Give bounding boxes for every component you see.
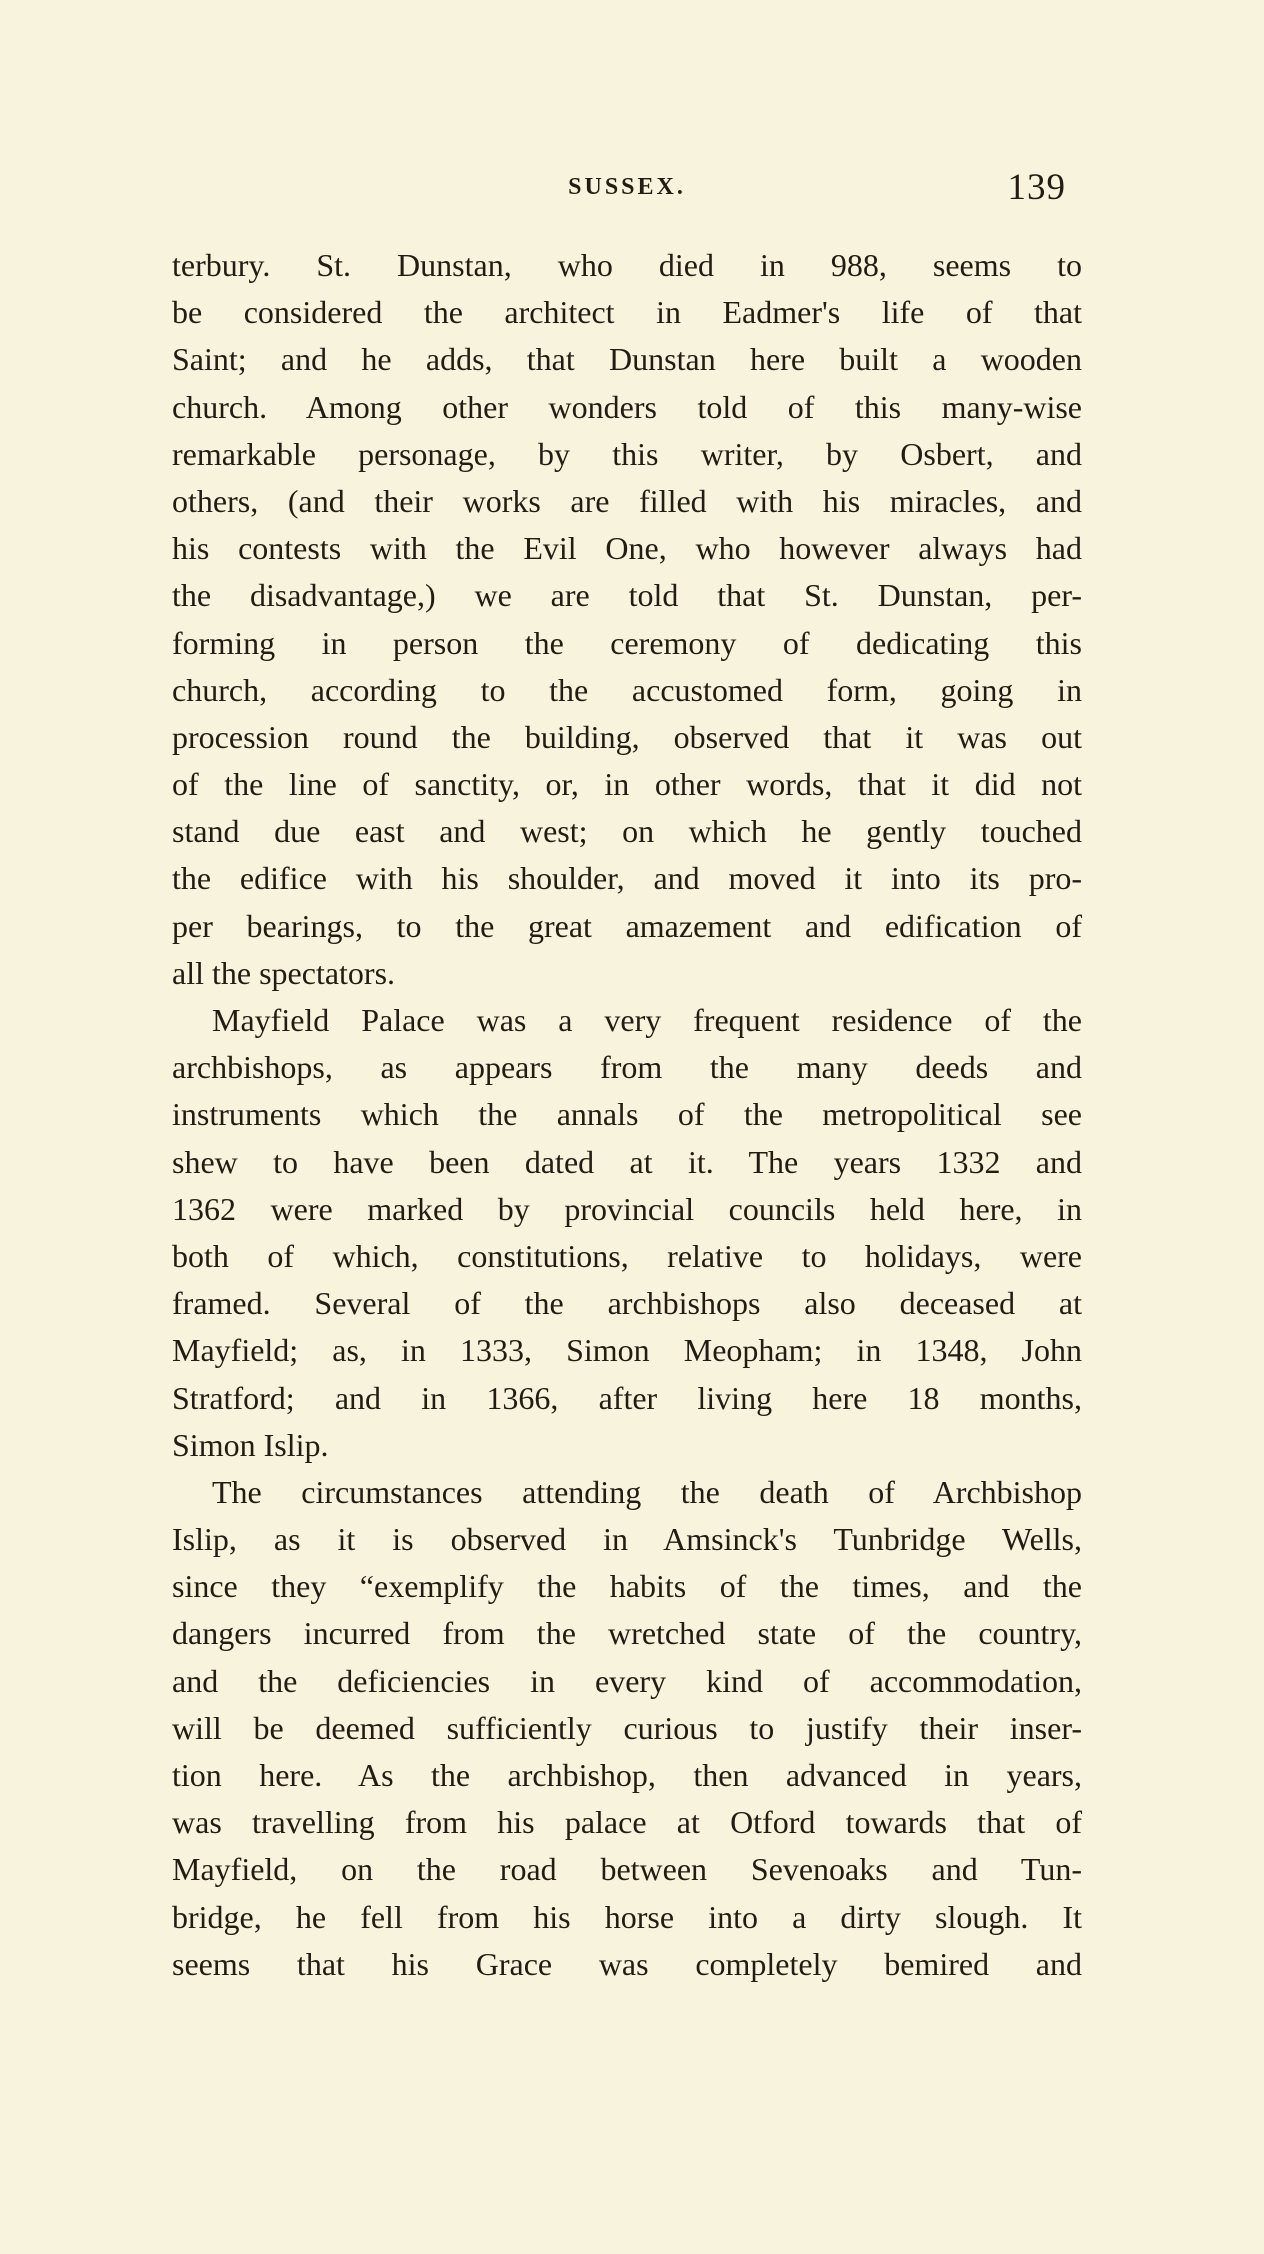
text-line: and the deficiencies in every kind of accommodation, [172,1662,1082,1699]
text-line: was travelling from his palace at Otford towards that of [172,1804,1082,1841]
text-line: others, (and their works are filled with his miracles, and [172,482,1082,519]
text-line: be considered the architect in Eadmer's life of that [172,294,1082,331]
running-title: SUSSEX. [568,174,686,200]
paragraph [172,997,1082,1469]
text-line: procession round the building, observed that it was out [172,718,1082,755]
text-line: archbishops, as appears from the many deeds and [172,1049,1082,1086]
text-line: stand due east and west; on which he gently touched [172,813,1082,850]
text-line: the edifice with his shoulder, and moved it into its pro- [172,860,1082,897]
text-line: remarkable personage, by this writer, by Osbert, and [172,435,1082,472]
text-line: shew to have been dated at it. The years 1332 and [172,1143,1082,1180]
text-line: bridge, he fell from his horse into a dirty slough. It [172,1898,1082,1935]
text-line: dangers incurred from the wretched state of the country, [172,1615,1082,1652]
running-head [172,167,1082,210]
text-line: Mayfield; as, in 1333, Simon Meopham; in 1348, John [172,1332,1082,1369]
body-text [172,242,1082,1988]
text-line: tion here. As the archbishop, then advanced in years, [172,1757,1082,1793]
text-line: the disadvantage,) we are told that St. Dunstan, per- [172,577,1082,614]
paragraph [172,1469,1082,1988]
page-number: 139 [1007,167,1066,208]
text-line: The circumstances attending the death of Archbishop [212,1473,1082,1510]
text-line: Simon Islip. [172,1426,329,1463]
text-line: forming in person the ceremony of dedicating this [172,624,1082,661]
text-line: of the line of sanctity, or, in other words, that it did not [172,766,1082,803]
text-line: all the spectators. [172,954,396,991]
text-line: his contests with the Evil One, who however always had [172,530,1082,567]
text-line: Islip, as it is observed in Amsinck's Tunbridge Wells, [172,1521,1082,1558]
text-line: will be deemed sufficiently curious to justify their inser- [172,1709,1082,1746]
text-line: church. Among other wonders told of this many-wise [172,388,1082,425]
text-line: framed. Several of the archbishops also deceased at [172,1285,1082,1322]
text-line: terbury. St. Dunstan, who died in 988, seems to [172,247,1082,283]
paragraph [172,242,1082,997]
text-line: Stratford; and in 1366, after living here 18 months, [172,1379,1082,1416]
text-line: Mayfield Palace was a very frequent residence of the [212,1002,1082,1038]
text-line: per bearings, to the great amazement and edification of [172,907,1082,944]
text-line: both of which, constitutions, relative to holidays, were [172,1237,1082,1274]
text-line: Saint; and he adds, that Dunstan here built a wooden [172,341,1082,378]
text-line: church, according to the accustomed form, going in [172,671,1082,708]
text-line: instruments which the annals of the metropolitical see [172,1096,1082,1133]
text-line: Mayfield, on the road between Sevenoaks and Tun- [172,1851,1082,1888]
text-line: seems that his Grace was completely bemired and [172,1945,1082,1982]
text-line: 1362 were marked by provincial councils held here, in [172,1190,1082,1227]
text-line: since they “exemplify the habits of the times, and the [172,1568,1082,1605]
